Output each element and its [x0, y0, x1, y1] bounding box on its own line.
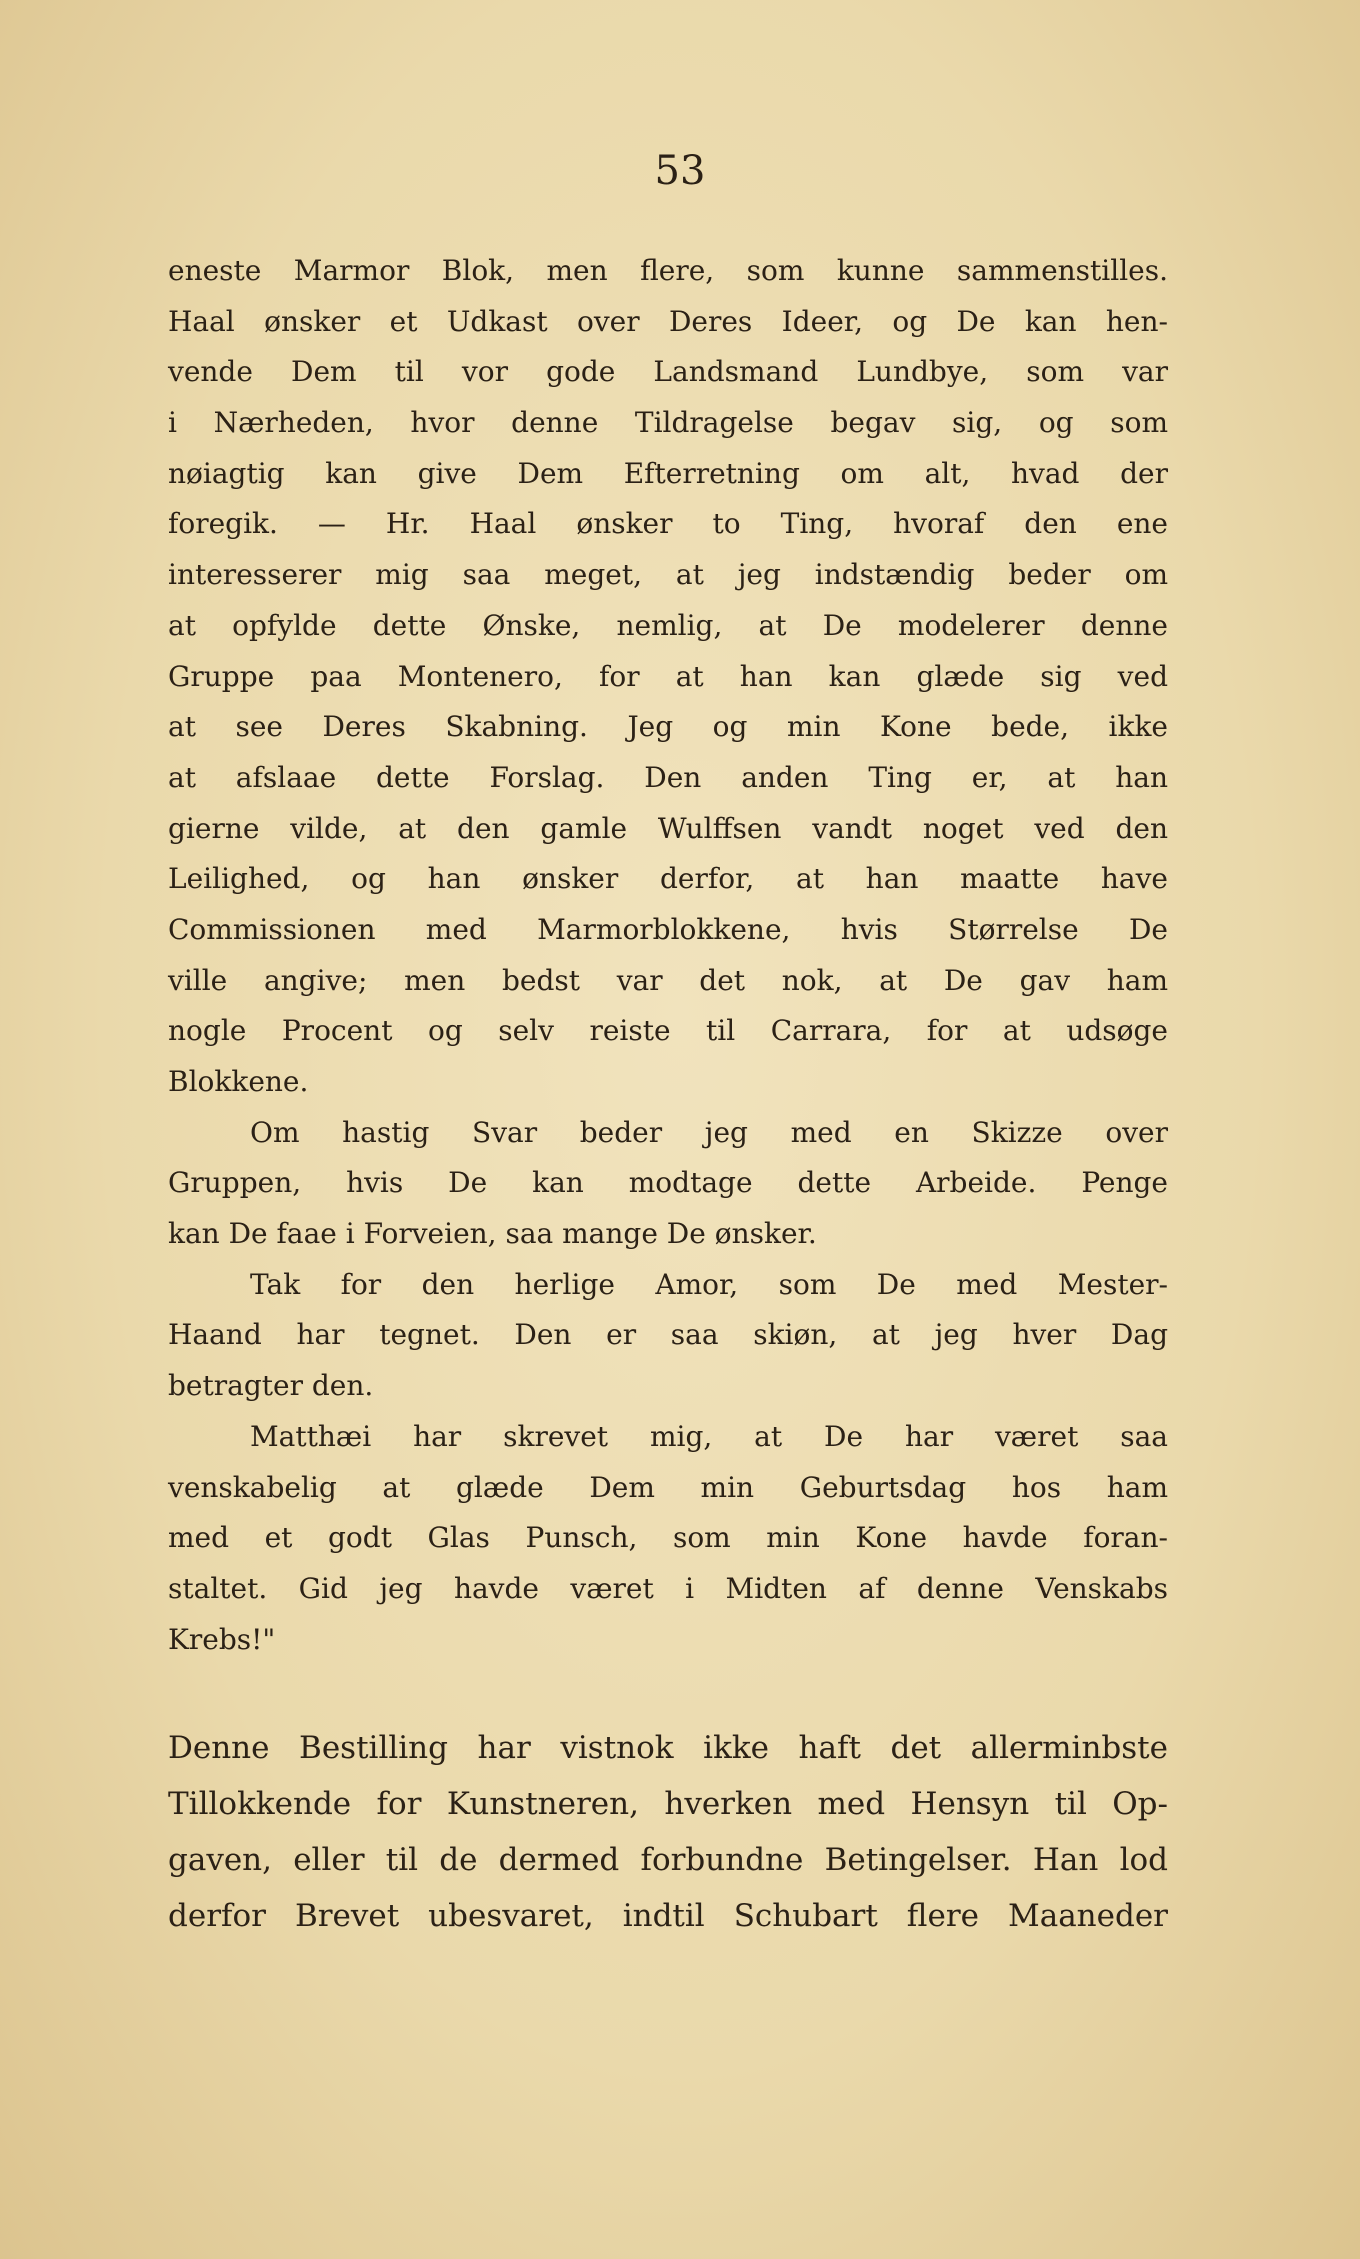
letter-line: at see Deres Skabning. Jeg og min Kone bede, ikke [168, 710, 1168, 744]
letter-line: Blokkene. [168, 1065, 309, 1098]
letter-line: Matthæi har skrevet mig, at De har været saa [250, 1419, 1168, 1453]
narrative-line: gaven, eller til de dermed forbundne Betingelser. Han lod [168, 1842, 1168, 1878]
letter-line: ville angive; men bedst var det nok, at De gav ham [168, 963, 1168, 997]
letter-line: Tak for den herlige Amor, som De med Mester- [250, 1267, 1168, 1301]
page-number: 53 [654, 148, 706, 194]
letter-line: Leilighed, og han ønsker derfor, at han maatte have [168, 862, 1168, 896]
letter-line: at afslaae dette Forslag. Den anden Ting er, at han [168, 760, 1168, 794]
letter-line: gierne vilde, at den gamle Wulffsen vandt noget ved den [168, 811, 1168, 845]
letter-line: Commissionen med Marmorblokkene, hvis Størrelse De [168, 912, 1168, 946]
letter-line: nøiagtig kan give Dem Efterretning om alt, hvad der [168, 456, 1168, 490]
letter-line: Gruppe paa Montenero, for at han kan glæde sig ved [168, 659, 1168, 693]
letter-line: nogle Procent og selv reiste til Carrara, for at udsøge [168, 1014, 1168, 1048]
narrative-line: derfor Brevet ubesvaret, indtil Schubart flere Maaneder [168, 1898, 1168, 1934]
letter-line: i Nærheden, hvor denne Tildragelse begav sig, og som [168, 406, 1168, 440]
letter-quote [168, 246, 1168, 1665]
letter-line: Haal ønsker et Udkast over Deres Ideer, og De kan hen- [168, 304, 1168, 338]
narrative-line: Denne Bestilling har vistnok ikke haft det allerminbste [168, 1730, 1168, 1766]
letter-line: Haand har tegnet. Den er saa skiøn, at jeg hver Dag [168, 1318, 1168, 1352]
letter-line: med et godt Glas Punsch, som min Kone havde foran- [168, 1521, 1168, 1555]
letter-line: at opfylde dette Ønske, nemlig, at De modelerer denne [168, 608, 1168, 642]
letter-line: eneste Marmor Blok, men flere, som kunne sammenstilles. [168, 254, 1168, 287]
narrative-paragraph [168, 1720, 1168, 1944]
letter-line: foregik. — Hr. Haal ønsker to Ting, hvoraf den ene [168, 507, 1168, 541]
narrative-line: Tillokkende for Kunstneren, hverken med Hensyn til Op- [168, 1786, 1168, 1822]
letter-line: kan De faae i Forveien, saa mange De ønsker. [168, 1217, 817, 1251]
letter-line: staltet. Gid jeg havde været i Midten af denne Venskabs [168, 1571, 1168, 1605]
letter-line: vende Dem til vor gode Landsmand Lundbye, som var [168, 355, 1168, 389]
letter-line: Gruppen, hvis De kan modtage dette Arbeide. Penge [168, 1166, 1168, 1200]
letter-line: venskabelig at glæde Dem min Geburtsdag hos ham [168, 1470, 1168, 1504]
letter-line: Krebs!" [168, 1622, 276, 1656]
letter-line: interesserer mig saa meget, at jeg indstændig beder om [168, 558, 1168, 592]
letter-line: Om hastig Svar beder jeg med en Skizze over [250, 1115, 1168, 1149]
letter-line: betragter den. [168, 1369, 374, 1403]
